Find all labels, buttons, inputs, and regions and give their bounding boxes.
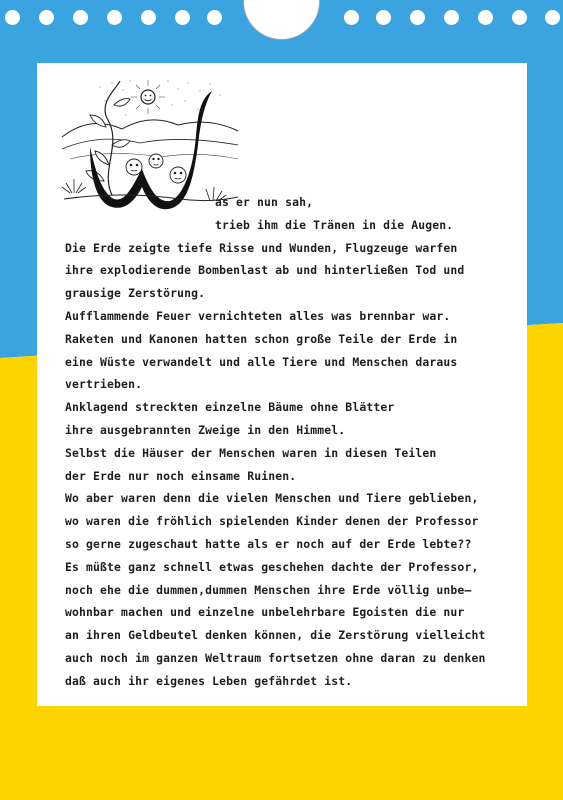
text-line: wo waren die fröhlich spielenden Kinder denen der Professor xyxy=(65,514,479,529)
binding-hole-icon xyxy=(444,10,459,25)
binding-hole-icon xyxy=(478,10,493,25)
text-line: auch noch im ganzen Weltraum fortsetzen ohne daran zu denken xyxy=(65,650,486,665)
binding-hole-icon xyxy=(512,10,527,25)
text-line: as er nun sah, xyxy=(215,195,314,209)
text-line: noch ehe die dummen,dummen Menschen ihre Erde völlig unbe— xyxy=(65,582,472,597)
binding-hole-icon xyxy=(545,10,560,25)
binding-hole-icon xyxy=(73,10,88,25)
text-line: Wo aber waren denn die vielen Menschen und Tiere geblieben, xyxy=(65,491,479,506)
binding-hole-icon xyxy=(344,10,359,25)
text-line: daß auch ihr eigenes Leben gefährdet ist. xyxy=(65,673,353,688)
text-line: Es müßte ganz schnell etwas geschehen dachte der Professor, xyxy=(65,559,479,574)
text-line: der Erde nur noch einsame Ruinen. xyxy=(65,468,297,483)
binding-hole-icon xyxy=(39,10,54,25)
text-line: so gerne zugeschaut hatte als er noch auf der Erde lebte?? xyxy=(65,536,472,551)
text-line: vertrieben. xyxy=(65,377,143,392)
binding-hole-icon xyxy=(175,10,190,25)
text-line: Anklagend streckten einzelne Bäume ohne Blätter xyxy=(65,400,395,415)
text-line: Aufflammende Feuer vernichteten alles was brennbar war. xyxy=(65,308,451,323)
story-text xyxy=(65,191,515,693)
binding-hole-icon xyxy=(376,10,391,25)
text-line: ihre explodierende Bombenlast ab und hinterließen Tod und xyxy=(65,263,465,278)
text-line: an ihren Geldbeutel denken können, die Zerstörung vielleicht xyxy=(65,628,486,643)
text-line: trieb ihm die Tränen in die Augen. xyxy=(215,217,454,232)
text-line: ihre ausgebrannten Zweige in den Himmel. xyxy=(65,422,346,437)
binding-hole-icon xyxy=(410,10,425,25)
binding-hole-icon xyxy=(107,10,122,25)
text-line: Die Erde zeigte tiefe Risse und Wunden, Flugzeuge warfen xyxy=(65,240,458,255)
text-line: wohnbar machen und einzelne unbelehrbare Egoisten die nur xyxy=(65,605,465,620)
story-page xyxy=(37,63,527,706)
text-line: Raketen und Kanonen hatten schon große Teile der Erde in xyxy=(65,331,458,346)
text-line: eine Wüste verwandelt und alle Tiere und Menschen daraus xyxy=(65,354,458,369)
binding-hole-icon xyxy=(141,10,156,25)
binding-hole-icon xyxy=(5,10,20,25)
drop-cap-illustration xyxy=(60,75,240,210)
text-line: Selbst die Häuser der Menschen waren in diesen Teilen xyxy=(65,445,437,460)
text-line: grausige Zerstörung. xyxy=(65,286,206,301)
binding-hole-icon xyxy=(207,10,222,25)
